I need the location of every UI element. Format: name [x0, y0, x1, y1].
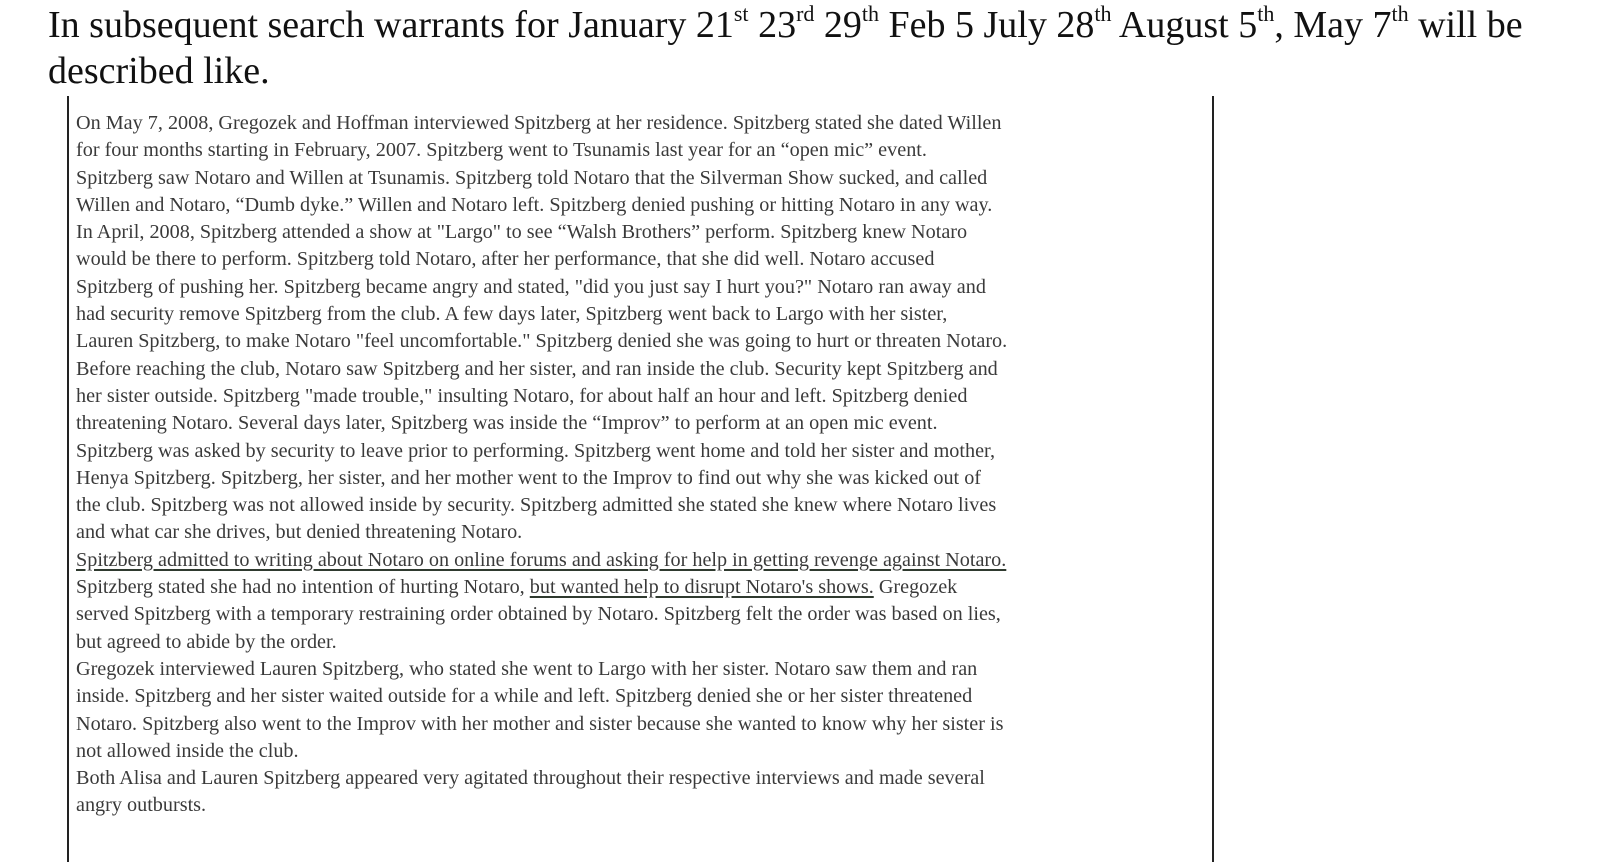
report-line: not allowed inside the club. — [76, 739, 299, 762]
report-line: Gregozek interviewed Lauren Spitzberg, who stated she went to Largo with her sister. Notaro saw them and ran — [76, 657, 978, 680]
report-line-segment: Gregozek — [873, 576, 958, 599]
report-line: but agreed to abide by the order. — [76, 630, 337, 653]
report-line: inside. Spitzberg and her sister waited outside for a while and left. Spitzberg denied she or her sister threatened — [76, 685, 973, 708]
report-line: the club. Spitzberg was not allowed inside by security. Spitzberg admitted she stated she knew where Notaro lives — [76, 494, 997, 517]
warrant-heading — [48, 2, 1568, 94]
heading-text-4: Feb 5 July 28 — [879, 4, 1095, 46]
heading-sup-1: st — [733, 1, 749, 26]
report-line: In April, 2008, Spitzberg attended a show at "Largo" to see “Walsh Brothers” perform. Spitzberg knew Notaro — [76, 221, 968, 244]
scanned-report-text — [76, 110, 1186, 820]
underlined-phrase: but wanted help to disrupt Notaro's shows. — [529, 576, 874, 599]
report-line: Before reaching the club, Notaro saw Spitzberg and her sister, and ran inside the club. Security kept Spitzberg and — [76, 357, 998, 380]
report-line: her sister outside. Spitzberg "made trouble," insulting Notaro, for about half an hour and left. Spitzberg denied — [76, 384, 968, 407]
report-line: had security remove Spitzberg from the club. A few days later, Spitzberg went back to Largo with her sister, — [76, 303, 948, 326]
report-line-underlined: Spitzberg admitted to writing about Notaro on online forums and asking for help in getting revenge against Notaro. — [76, 548, 1007, 571]
report-line: and what car she drives, but denied threatening Notaro. — [76, 521, 523, 544]
heading-text-2: 23 — [748, 4, 797, 46]
report-line — [76, 574, 1186, 601]
heading-sup-3: th — [861, 1, 880, 26]
report-line: would be there to perform. Spitzberg told Notaro, after her performance, that she did well. Notaro accused — [76, 248, 935, 271]
report-line: angry outbursts. — [76, 794, 207, 817]
heading-text-5: August 5 — [1111, 4, 1258, 46]
report-line: Lauren Spitzberg, to make Notaro "feel uncomfortable." Spitzberg denied she was going to hurt or threaten Notaro. — [76, 330, 1008, 353]
heading-sup-5: th — [1257, 1, 1275, 26]
heading-sup-6: th — [1391, 1, 1409, 26]
heading-text-6: , May 7 — [1274, 4, 1392, 46]
report-line: threatening Notaro. Several days later, Spitzberg was inside the “Improv” to perform at an open mic event. — [76, 412, 938, 435]
report-line: for four months starting in February, 2007. Spitzberg went to Tsunamis last year for an “open mic” event. — [76, 139, 927, 162]
heading-sup-4: th — [1094, 1, 1112, 26]
heading-text-3: 29 — [814, 4, 862, 46]
report-line: Spitzberg saw Notaro and Willen at Tsunamis. Spitzberg told Notaro that the Silverman Show sucked, and called — [76, 166, 988, 189]
heading-sup-2: rd — [796, 1, 815, 26]
report-line: Willen and Notaro, “Dumb dyke.” Willen and Notaro left. Spitzberg denied pushing or hitting Notaro in any way. — [76, 193, 993, 216]
report-line: On May 7, 2008, Gregozek and Hoffman interviewed Spitzberg at her residence. Spitzberg stated she dated Willen — [76, 112, 1002, 134]
report-line: Henya Spitzberg. Spitzberg, her sister, and her mother went to the Improv to find out why she was kicked out of — [76, 466, 982, 489]
report-line: Spitzberg of pushing her. Spitzberg became angry and stated, "did you just say I hurt you?" Notaro ran away and — [76, 275, 986, 298]
report-line-segment: Spitzberg stated she had no intention of hurting Notaro, — [76, 576, 530, 599]
report-line: Spitzberg was asked by security to leave prior to performing. Spitzberg went home and told her sister and mother, — [76, 439, 995, 462]
report-line: Both Alisa and Lauren Spitzberg appeared very agitated throughout their respective interviews and made several — [76, 767, 985, 790]
heading-text-7: will be described like. — [48, 4, 1523, 92]
report-line: Notaro. Spitzberg also went to the Improv with her mother and sister because she wanted to know why her sister is — [76, 712, 1004, 735]
report-line: served Spitzberg with a temporary restraining order obtained by Notaro. Spitzberg felt the order was based on lies, — [76, 603, 1001, 626]
heading-text-1: In subsequent search warrants for January 21 — [48, 4, 734, 46]
